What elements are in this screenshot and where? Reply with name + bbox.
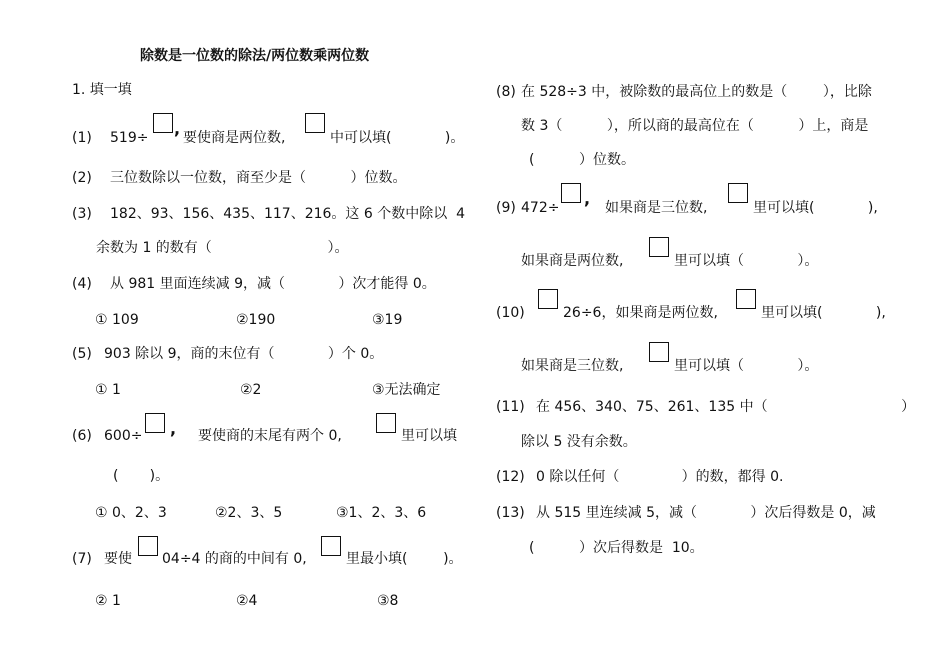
q1-number: (1)	[72, 130, 92, 146]
q7-blank-box-1[interactable]	[138, 536, 158, 556]
q1-blank-box-2[interactable]	[305, 113, 325, 133]
q6-option-1[interactable]: ① 0、2、3	[95, 505, 167, 521]
q11-number: (11)	[496, 399, 525, 415]
q12-text: 0 除以任何（ ）的数，都得 0.	[536, 469, 784, 485]
q9-text-a: 472÷	[521, 200, 560, 216]
q5-option-1[interactable]: ① 1	[95, 382, 121, 398]
q9-text-d: 如果商是两位数,	[521, 253, 624, 269]
q2-number: (2)	[72, 170, 92, 186]
page-title: 除数是一位数的除法/两位数乘两位数	[140, 48, 370, 64]
q7-text-a: 要使	[104, 551, 132, 567]
q7-number: (7)	[72, 551, 92, 567]
q10-text-a: 26÷6，如果商是两位数,	[563, 305, 718, 321]
q8-line1: 在 528÷3 中，被除数的最高位上的数是（ ），比除	[521, 84, 872, 100]
q7-text-c: 里最小填( )。	[346, 551, 463, 567]
q5-option-3[interactable]: ③无法确定	[372, 382, 441, 398]
q9-text-b: 如果商是三位数,	[605, 200, 708, 216]
q10-blank-box-1[interactable]	[538, 289, 558, 309]
q6-number: (6)	[72, 428, 92, 444]
q7-blank-box-2[interactable]	[321, 536, 341, 556]
q6-text-c: 里可以填	[401, 428, 457, 444]
q9-comma: ,	[584, 189, 591, 208]
q11-line1: 在 456、340、75、261、135 中（ ）	[536, 399, 916, 415]
q6-text-a: 600÷	[104, 428, 143, 444]
q8-number: (8)	[496, 84, 516, 100]
q1-text-b: 要使商是两位数,	[183, 130, 286, 146]
q6-comma: ,	[170, 419, 177, 438]
q10-text-d: 里可以填（ ）。	[674, 358, 819, 374]
q4-text: 从 981 里面连续减 9，减（ ）次才能得 0。	[110, 276, 436, 292]
q10-text-c: 如果商是三位数,	[521, 358, 624, 374]
q4-option-1[interactable]: ① 109	[95, 312, 139, 328]
q8-line3: ( ）位数。	[529, 152, 635, 168]
q12-number: (12)	[496, 469, 525, 485]
q10-number: (10)	[496, 305, 525, 321]
q6-option-2[interactable]: ②2、3、5	[215, 505, 283, 521]
q2-text: 三位数除以一位数，商至少是（ ）位数。	[110, 170, 407, 186]
q10-text-b: 里可以填( ),	[761, 305, 886, 321]
q10-blank-box-3[interactable]	[649, 342, 669, 362]
q13-line2: ( ）次后得数是 10。	[529, 540, 704, 556]
q9-blank-box-1[interactable]	[561, 183, 581, 203]
q1-comma: ,	[174, 119, 181, 138]
q8-line2: 数 3（ ），所以商的最高位在（ ）上，商是	[521, 118, 869, 134]
q4-number: (4)	[72, 276, 92, 292]
q1-blank-box-1[interactable]	[153, 113, 173, 133]
q6-blank-box-2[interactable]	[376, 413, 396, 433]
q6-blank-box-1[interactable]	[145, 413, 165, 433]
q5-text: 903 除以 9，商的末位有（ ）个 0。	[104, 346, 384, 362]
q5-option-2[interactable]: ②2	[240, 382, 262, 398]
q7-option-2[interactable]: ②4	[236, 593, 258, 609]
q7-option-3[interactable]: ③8	[377, 593, 399, 609]
q6-option-3[interactable]: ③1、2、3、6	[336, 505, 427, 521]
q13-line1: 从 515 里连续减 5，减（ ）次后得数是 0，减	[536, 505, 876, 521]
q1-text-c: 中可以填( )。	[330, 130, 465, 146]
q9-blank-box-2[interactable]	[728, 183, 748, 203]
q7-text-b: 04÷4 的商的中间有 0,	[162, 551, 307, 567]
q13-number: (13)	[496, 505, 525, 521]
q5-number: (5)	[72, 346, 92, 362]
q11-line2: 除以 5 没有余数。	[521, 434, 637, 450]
q6-text-b: 要使商的末尾有两个 0,	[198, 428, 342, 444]
q6-line2: ( )。	[113, 468, 170, 484]
q9-blank-box-3[interactable]	[649, 237, 669, 257]
q1-text-a: 519÷	[110, 130, 149, 146]
q10-blank-box-2[interactable]	[736, 289, 756, 309]
q3-number: (3)	[72, 206, 92, 222]
q4-option-2[interactable]: ②190	[236, 312, 276, 328]
q9-number: (9)	[496, 200, 516, 216]
q9-text-e: 里可以填（ ）。	[674, 253, 819, 269]
q3-line2: 余数为 1 的数有（ ）。	[96, 240, 349, 256]
q9-text-c: 里可以填( ),	[753, 200, 878, 216]
q3-line1: 182、93、156、435、117、216。这 6 个数中除以 4	[110, 206, 466, 222]
q7-option-1[interactable]: ② 1	[95, 593, 121, 609]
section-heading: 1. 填一填	[72, 82, 132, 98]
q4-option-3[interactable]: ③19	[372, 312, 403, 328]
